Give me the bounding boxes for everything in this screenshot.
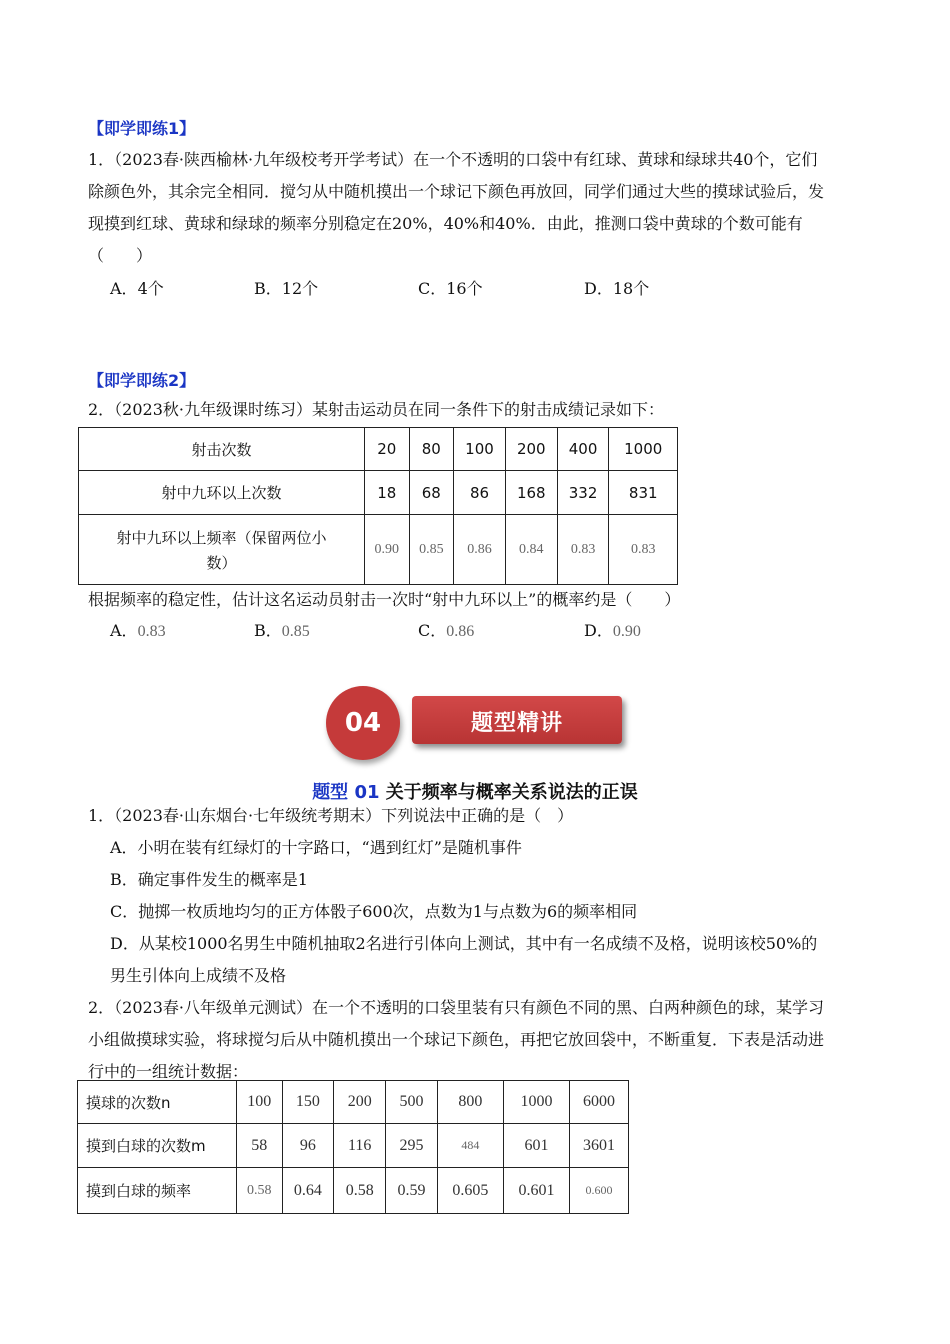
table-cell: 摸球的次数n — [78, 1081, 237, 1124]
practice1-line-4: （ ） — [88, 246, 153, 265]
type01-prefix: 题型 01 — [312, 782, 380, 803]
table-cell: 484 — [437, 1124, 503, 1168]
practice2-option-c[interactable]: C．0.86 — [418, 621, 475, 640]
table-cell: 295 — [386, 1124, 438, 1168]
type01-q1-option-c[interactable]: C．抛掷一枚质地均匀的正方体骰子600次，点数为1与点数为6的频率相同 — [110, 902, 638, 921]
practice2-option-b[interactable]: B．0.85 — [254, 621, 310, 640]
practice1-line-3: 现摸到红球、黄球和绿球的频率分别稳定在20%，40%和40%．由此，推测口袋中黄球的个数可能有 — [88, 214, 803, 233]
table-cell: 0.90 — [365, 515, 410, 585]
table-cell: 100 — [237, 1081, 283, 1124]
table-cell: 332 — [557, 471, 609, 515]
type01-title: 关于频率与概率关系说法的正误 — [385, 782, 638, 803]
table-row — [79, 515, 678, 585]
type01-q1-option-a[interactable]: A．小明在装有红绿灯的十字路口，“遇到红灯”是随机事件 — [110, 838, 522, 857]
practice2-option-a[interactable]: A．0.83 — [110, 621, 166, 640]
table-cell: 800 — [437, 1081, 503, 1124]
table-cell: 86 — [454, 471, 506, 515]
type01-q2-line-3: 行中的一组统计数据： — [88, 1062, 249, 1081]
table-cell: 射中九环以上频率（保留两位小 数） — [79, 515, 365, 585]
table-cell: 500 — [386, 1081, 438, 1124]
table-cell: 150 — [282, 1081, 334, 1124]
table-cell: 0.58 — [237, 1168, 283, 1214]
type01-q1-option-d[interactable]: D．从某校1000名男生中随机抽取2名进行引体向上测试，其中有一名成绩不及格，说明该校50%的 — [110, 934, 818, 953]
type01-heading — [0, 778, 950, 804]
ball-table — [77, 1080, 629, 1214]
table-cell: 0.59 — [386, 1168, 438, 1214]
table-cell: 1000 — [503, 1081, 569, 1124]
table-cell: 400 — [557, 428, 609, 471]
type01-q2-line-1: 2．（2023春·八年级单元测试）在一个不透明的口袋里装有只有颜色不同的黑、白两种颜色的球，某学习 — [88, 998, 824, 1017]
practice1-title: 【即学即练1】 — [88, 119, 196, 138]
table-cell: 96 — [282, 1124, 334, 1168]
table-cell: 0.84 — [505, 515, 557, 585]
table-row — [79, 471, 678, 515]
table-row — [78, 1168, 629, 1214]
table-cell: 0.58 — [334, 1168, 386, 1214]
table-row — [78, 1124, 629, 1168]
table-cell: 0.83 — [609, 515, 678, 585]
table-cell: 58 — [237, 1124, 283, 1168]
table-cell: 0.600 — [570, 1168, 629, 1214]
table-row — [78, 1081, 629, 1124]
table-cell: 200 — [505, 428, 557, 471]
type01-q1-stem: 1．（2023春·山东烟台·七年级统考期末）下列说法中正确的是（ ） — [88, 806, 574, 825]
table-cell: 1000 — [609, 428, 678, 471]
practice2-title: 【即学即练2】 — [88, 371, 196, 390]
practice1-option-b[interactable]: B．12个 — [254, 279, 319, 298]
practice2-question: 2．（2023秋·九年级课时练习）某射击运动员在同一条件下的射击成绩记录如下： — [88, 400, 664, 419]
practice1-line-1: 1．（2023春·陕西榆林·九年级校考开学考试）在一个不透明的口袋中有红球、黄球和绿球共40个，它们 — [88, 150, 818, 169]
table-cell: 0.86 — [454, 515, 506, 585]
practice1-option-a[interactable]: A．4个 — [110, 279, 164, 298]
type01-q1-option-d-cont: 男生引体向上成绩不及格 — [110, 966, 287, 985]
shooting-table — [78, 427, 678, 585]
table-cell: 68 — [409, 471, 454, 515]
practice2-followup: 根据频率的稳定性，估计这名运动员射击一次时“射中九环以上”的概率约是（ ） — [88, 590, 681, 609]
table-cell: 0.83 — [557, 515, 609, 585]
practice1-option-d[interactable]: D．18个 — [584, 279, 650, 298]
table-cell: 116 — [334, 1124, 386, 1168]
table-cell: 100 — [454, 428, 506, 471]
section-banner-label: 题型精讲 — [470, 711, 563, 736]
type01-q1-option-b[interactable]: B．确定事件发生的概率是1 — [110, 870, 308, 889]
table-cell: 摸到白球的次数m — [78, 1124, 237, 1168]
section-banner-number: 04 — [344, 708, 382, 738]
table-cell: 200 — [334, 1081, 386, 1124]
practice1-line-2: 除颜色外，其余完全相同．搅匀从中随机摸出一个球记下颜色再放回，同学们通过大些的摸球试验后，发 — [88, 182, 825, 201]
table-row — [79, 428, 678, 471]
table-cell: 20 — [365, 428, 410, 471]
table-cell: 0.64 — [282, 1168, 334, 1214]
table-cell: 0.605 — [437, 1168, 503, 1214]
table-cell: 18 — [365, 471, 410, 515]
table-cell: 168 — [505, 471, 557, 515]
table-cell: 0.601 — [503, 1168, 569, 1214]
type01-q2-line-2: 小组做摸球实验，将球搅匀后从中随机摸出一个球记下颜色，再把它放回袋中，不断重复．下表是活动进 — [88, 1030, 825, 1049]
table-cell: 6000 — [570, 1081, 629, 1124]
table-cell: 0.85 — [409, 515, 454, 585]
practice2-option-d[interactable]: D．0.90 — [584, 621, 641, 640]
table-cell: 摸到白球的频率 — [78, 1168, 237, 1214]
table-cell: 射击次数 — [79, 428, 365, 471]
table-cell: 80 — [409, 428, 454, 471]
practice1-option-c[interactable]: C．16个 — [418, 279, 483, 298]
table-cell: 射中九环以上次数 — [79, 471, 365, 515]
table-cell: 3601 — [570, 1124, 629, 1168]
table-cell: 601 — [503, 1124, 569, 1168]
table-cell: 831 — [609, 471, 678, 515]
